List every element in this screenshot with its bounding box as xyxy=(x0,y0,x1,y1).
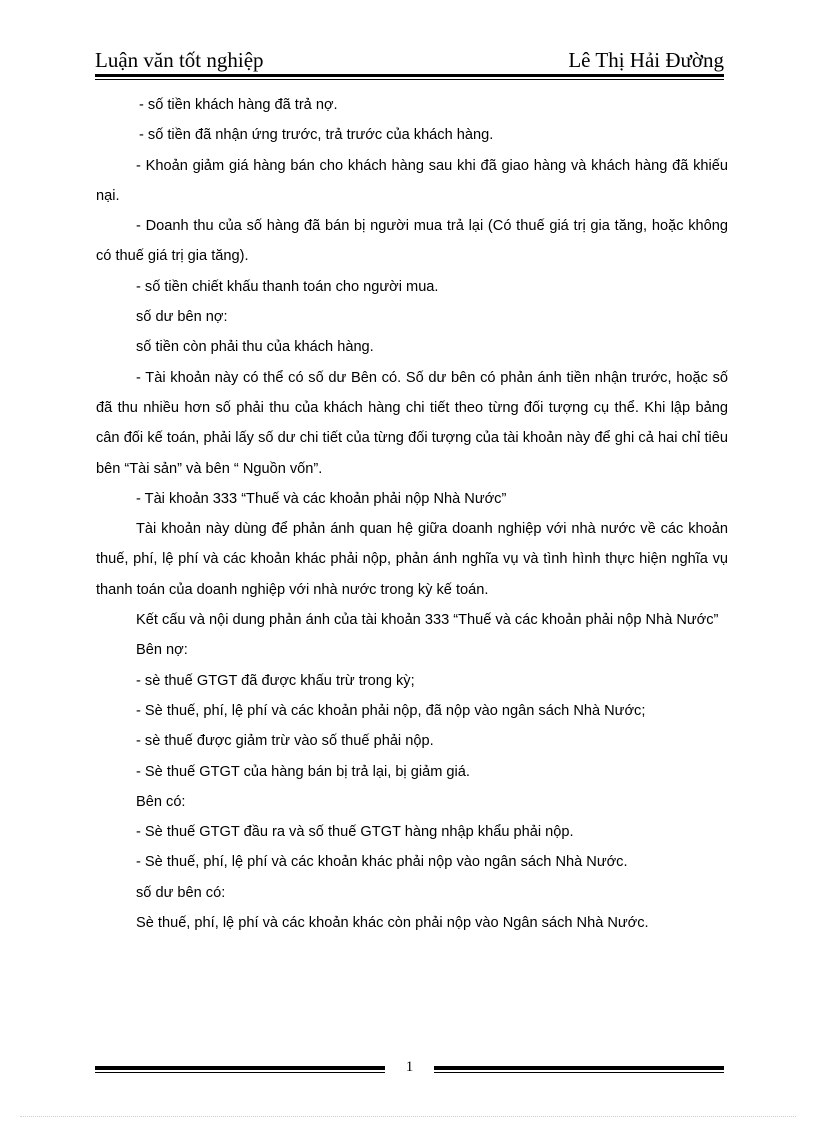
footer-rule-right xyxy=(434,1066,724,1070)
paragraph: - Sè thuế, phí, lệ phí và các khoản khác phải nộp vào ngân sách Nhà Nước. xyxy=(136,854,628,871)
paragraph: - số tiền chiết khấu thanh toán cho người mua. xyxy=(136,278,439,295)
footer-rule-right-thin xyxy=(434,1072,724,1073)
page-bottom-edge xyxy=(20,1116,796,1117)
paragraph: - Sè thuế GTGT đầu ra và số thuế GTGT hàng nhập khẩu phải nộp. xyxy=(136,824,574,841)
paragraph: - số tiền khách hàng đã trả nợ. xyxy=(139,97,338,113)
paragraph: - Khoản giảm giá hàng bán cho khách hàng sau khi đã giao hàng và khách hàng đã khiếu nại. xyxy=(96,157,728,204)
header-author-name: Lê Thị Hải Đường xyxy=(568,48,724,72)
paragraph: số tiền còn phải thu của khách hàng. xyxy=(136,339,374,356)
header-rule xyxy=(95,74,724,77)
header-rule-thin xyxy=(95,79,724,80)
paragraph: - Tài khoản 333 “Thuế và các khoản phải nộp Nhà Nước” xyxy=(136,490,507,507)
paragraph: - Sè thuế GTGT của hàng bán bị trả lại, bị giảm giá. xyxy=(136,763,470,780)
paragraph: Kết cấu và nội dung phản ánh của tài khoản 333 “Thuế và các khoản phải nộp Nhà Nước” xyxy=(136,612,719,629)
paragraph: - sè thuế được giảm trừ vào số thuế phải nộp. xyxy=(136,733,434,750)
page-number: 1 xyxy=(405,1059,414,1075)
page-header xyxy=(95,48,724,74)
paragraph: - sè thuế GTGT đã được khấu trừ trong kỳ; xyxy=(136,672,415,689)
paragraph: Tài khoản này dùng để phản ánh quan hệ giữa doanh nghiệp với nhà nước về các khoản thuế, phí, lệ phí và các khoản khác phải nộp, phản ánh nghĩa vụ và tình hình thực hiện nghĩa vụ thanh toán của doanh nghiệp với nhà nước trong kỳ kế toán. xyxy=(96,521,728,598)
paragraph: Bên có: xyxy=(136,793,186,810)
paragraph: - Tài khoản này có thể có số dư Bên có. Số dư bên có phản ánh tiền nhận trước, hoặc số đã thu nhiều hơn số phải thu của khách hàng chi tiết theo từng đối tượng cụ thể. Khi lập bảng cân đối kế toán, phải lấy số dư chi tiết của từng đối tượng của tài khoản này để ghi cả hai chỉ tiêu bên “Tài sản” và bên “ Nguồn vốn”. xyxy=(96,369,728,477)
page-body xyxy=(96,90,728,938)
page-footer xyxy=(95,1059,724,1079)
paragraph: Sè thuế, phí, lệ phí và các khoản khác còn phải nộp vào Ngân sách Nhà Nước. xyxy=(136,915,649,932)
paragraph: Bên nợ: xyxy=(136,642,188,659)
paragraph: - số tiền đã nhận ứng trước, trả trước của khách hàng. xyxy=(139,127,494,144)
paragraph: số dư bên nợ: xyxy=(136,309,228,326)
paragraph: - Sè thuế, phí, lệ phí và các khoản phải nộp, đã nộp vào ngân sách Nhà Nước; xyxy=(136,702,646,719)
paragraph: số dư bên có: xyxy=(136,884,226,901)
paragraph: - Doanh thu của số hàng đã bán bị người mua trả lại (Có thuế giá trị gia tăng, hoặc không có thuế giá trị gia tăng). xyxy=(96,218,728,265)
header-thesis-title: Luận văn tốt nghiệp xyxy=(95,48,264,72)
